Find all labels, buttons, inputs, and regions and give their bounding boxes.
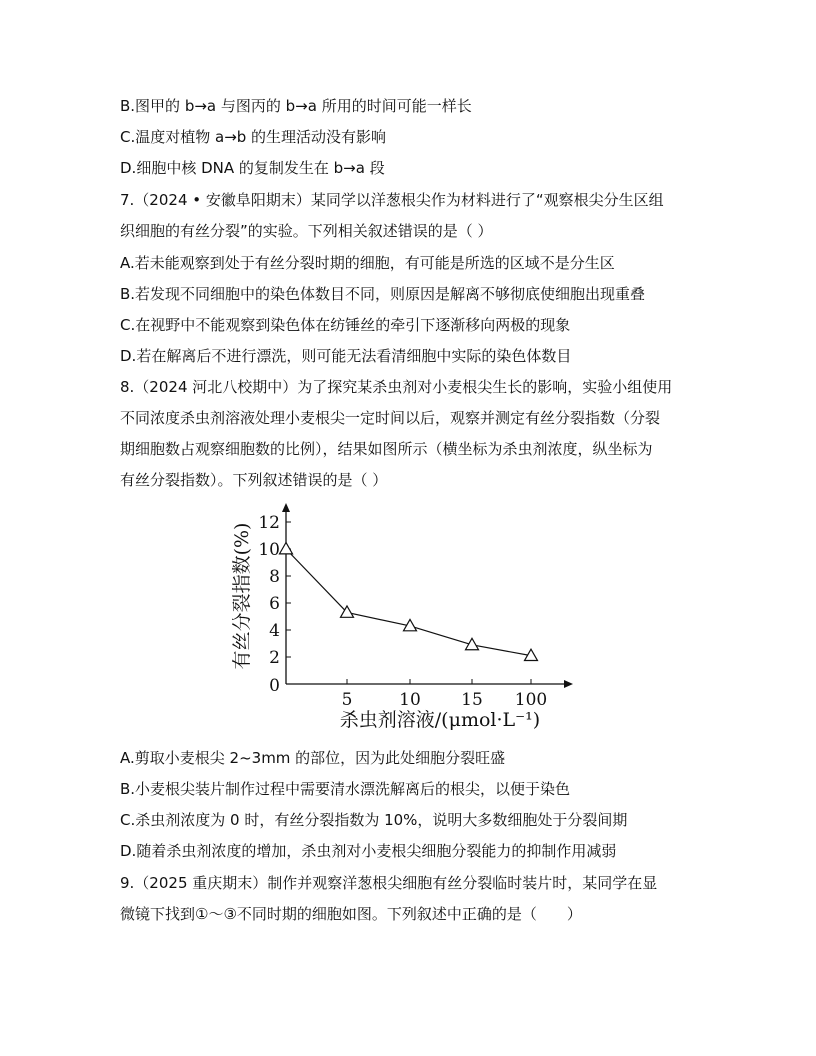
- option-d-q6: D.细胞中核 DNA 的复制发生在 b→a 段: [120, 159, 385, 177]
- x-axis-title: 杀虫剂溶液/(μmol·L⁻¹): [339, 709, 541, 731]
- y-tick-label: 10: [258, 540, 280, 560]
- option-c-q7: C.在视野中不能观察到染色体在纺锤丝的牵引下逐渐移向两极的现象: [120, 316, 571, 334]
- x-tick-label: 10: [399, 690, 421, 710]
- x-tick-label: 15: [461, 690, 483, 710]
- option-d-q8: D.随着杀虫剂浓度的增加，杀虫剂对小麦根尖细胞分裂能力的抑制作用减弱: [120, 842, 617, 860]
- option-b-q8: B.小麦根尖装片制作过程中需要清水漂洗解离后的根尖，以便于染色: [120, 780, 571, 798]
- question-7-stem-line1: 7.（2024 • 安徽阜阳期末）某同学以洋葱根尖作为材料进行了“观察根尖分生区组: [120, 191, 664, 209]
- option-c-q6: C.温度对植物 a→b 的生理活动没有影响: [120, 128, 387, 146]
- series-line: [286, 549, 531, 656]
- question-8-stem-line1: 8.（2024 河北八校期中）为了探究某杀虫剂对小麦根尖生长的影响，实验小组使用: [120, 378, 673, 396]
- x-tick-label: 5: [341, 690, 353, 710]
- y-axis-title: 有丝分裂指数(%): [231, 522, 253, 670]
- option-a-q7: A.若未能观察到处于有丝分裂时期的细胞，有可能是所选的区域不是分生区: [120, 254, 615, 272]
- option-d-q7: D.若在解离后不进行漂洗，则可能无法看清细胞中实际的染色体数目: [120, 347, 572, 365]
- question-7-stem-line2: 织细胞的有丝分裂”的实验。下列相关叙述错误的是（ ）: [120, 222, 493, 240]
- option-a-q8: A.剪取小麦根尖 2~3mm 的部位，因为此处细胞分裂旺盛: [120, 749, 506, 767]
- series-markers: [280, 543, 538, 661]
- question-8-stem-line2: 不同浓度杀虫剂溶液处理小麦根尖一定时间以后，观察并测定有丝分裂指数（分裂: [120, 409, 661, 427]
- y-axis-arrow: [282, 503, 290, 512]
- question-8-stem-line4: 有丝分裂指数）。下列叙述错误的是（ ）: [120, 471, 388, 489]
- y-tick-label: 12: [258, 513, 280, 533]
- origin-label: 0: [269, 676, 280, 696]
- chart-axes: [269, 503, 573, 696]
- x-tick-label: 100: [514, 690, 548, 710]
- option-c-q8: C.杀虫剂浓度为 0 时，有丝分裂指数为 10%，说明大多数细胞处于分裂间期: [120, 811, 628, 829]
- question-8-stem-line3: 期细胞数占观察细胞数的比例），结果如图所示（横坐标为杀虫剂浓度，纵坐标为: [120, 440, 653, 458]
- y-tick-label: 8: [269, 567, 280, 587]
- option-b-q7: B.若发现不同细胞中的染色体数目不同，则原因是解离不够彻底使细胞出现重叠: [120, 285, 646, 303]
- x-axis-arrow: [564, 680, 573, 688]
- question-9-stem-line1: 9.（2025 重庆期末）制作并观察洋葱根尖细胞有丝分裂临时装片时，某同学在显: [120, 874, 658, 892]
- question-9-stem-line2: 微镜下找到①～③不同时期的细胞如图。下列叙述中正确的是（ ）: [120, 905, 582, 923]
- mitotic-index-chart: [220, 500, 580, 740]
- y-tick-label: 6: [269, 594, 280, 614]
- data-point-triangle: [280, 543, 293, 554]
- y-tick-label: 4: [269, 621, 280, 641]
- option-b-q6: B.图甲的 b→a 与图丙的 b→a 所用的时间可能一样长: [120, 97, 472, 115]
- y-tick-label: 2: [269, 648, 280, 668]
